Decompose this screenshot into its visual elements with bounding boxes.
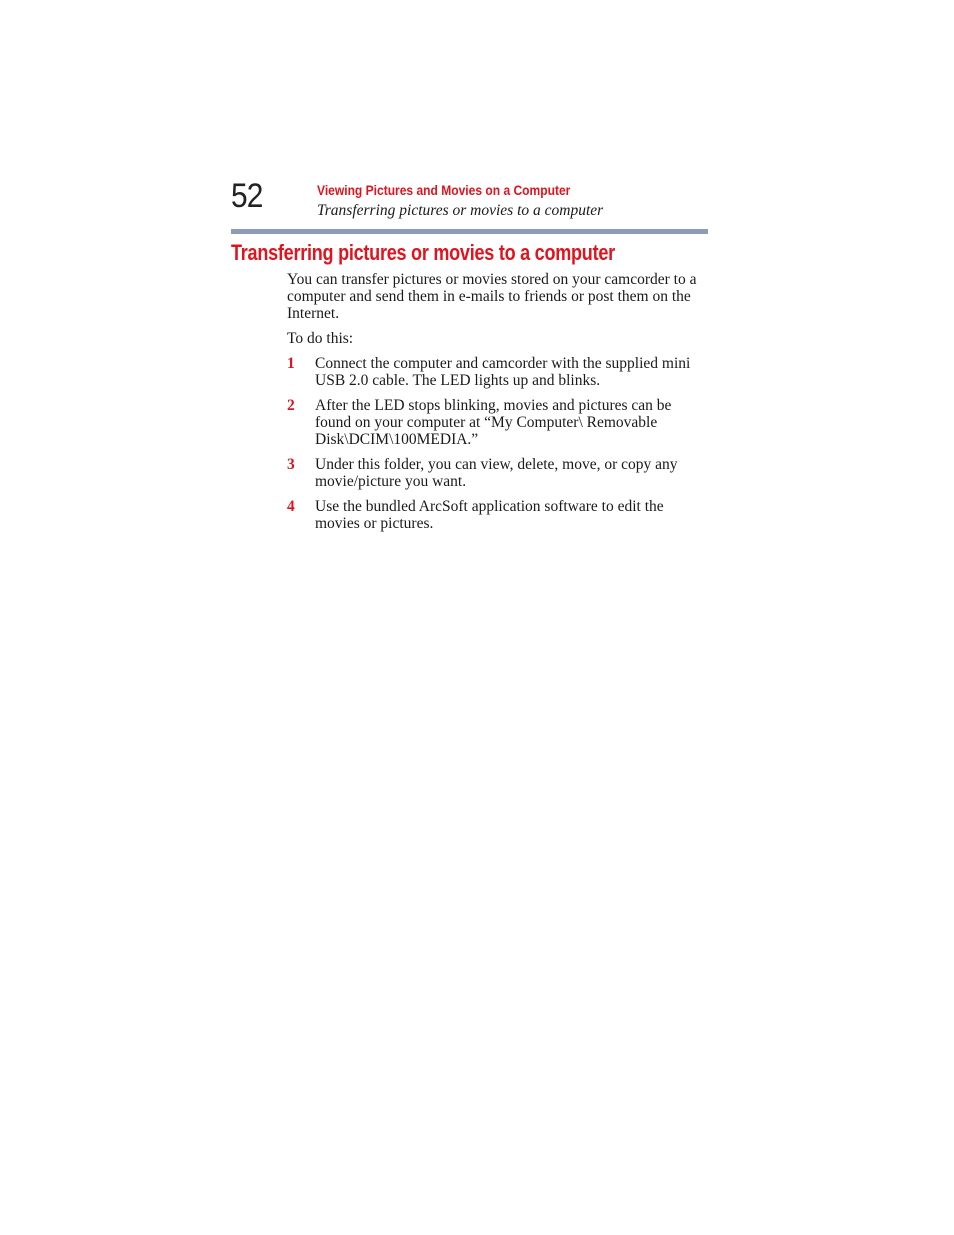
step-text: [315, 397, 708, 448]
running-header-section: Transferring pictures or movies to a computer: [317, 202, 604, 219]
page-number: 52: [231, 177, 263, 215]
intro-paragraph: [287, 271, 708, 322]
step-line: After the LED stops blinking, movies and pictures can be: [315, 397, 672, 414]
step-line: Under this folder, you can view, delete, move, or copy any: [315, 456, 678, 473]
section-heading: Transferring pictures or movies to a computer: [231, 240, 615, 265]
step-line: movies or pictures.: [315, 515, 434, 532]
intro-line: Internet.: [287, 305, 340, 322]
steps-list: [287, 355, 708, 532]
step-number: 1: [287, 355, 295, 372]
step-line: Use the bundled ArcSoft application software to edit the: [315, 498, 664, 515]
step-number: 2: [287, 397, 295, 414]
step-line: found on your computer at “My Computer\ Removable: [315, 414, 658, 431]
step-number: 3: [287, 456, 295, 473]
step-text: [315, 355, 708, 389]
running-header-chapter: Viewing Pictures and Movies on a Computer: [317, 182, 571, 198]
step-line: USB 2.0 cable. The LED lights up and blinks.: [315, 372, 601, 389]
lead-in-paragraph: To do this:: [287, 330, 354, 347]
intro-line: You can transfer pictures or movies stored on your camcorder to a: [287, 271, 697, 288]
step-number: 4: [287, 498, 295, 515]
step-item: [287, 456, 708, 490]
header-divider: [231, 229, 708, 234]
step-item: [287, 498, 708, 532]
intro-line: computer and send them in e-mails to friends or post them on the: [287, 288, 691, 305]
step-item: [287, 355, 708, 389]
step-text: [315, 498, 708, 532]
step-line: Connect the computer and camcorder with the supplied mini: [315, 355, 691, 372]
step-item: [287, 397, 708, 448]
step-line: movie/picture you want.: [315, 473, 467, 490]
section-body: [287, 271, 708, 540]
step-text: [315, 456, 708, 490]
step-line: Disk\DCIM\100MEDIA.”: [315, 431, 479, 448]
